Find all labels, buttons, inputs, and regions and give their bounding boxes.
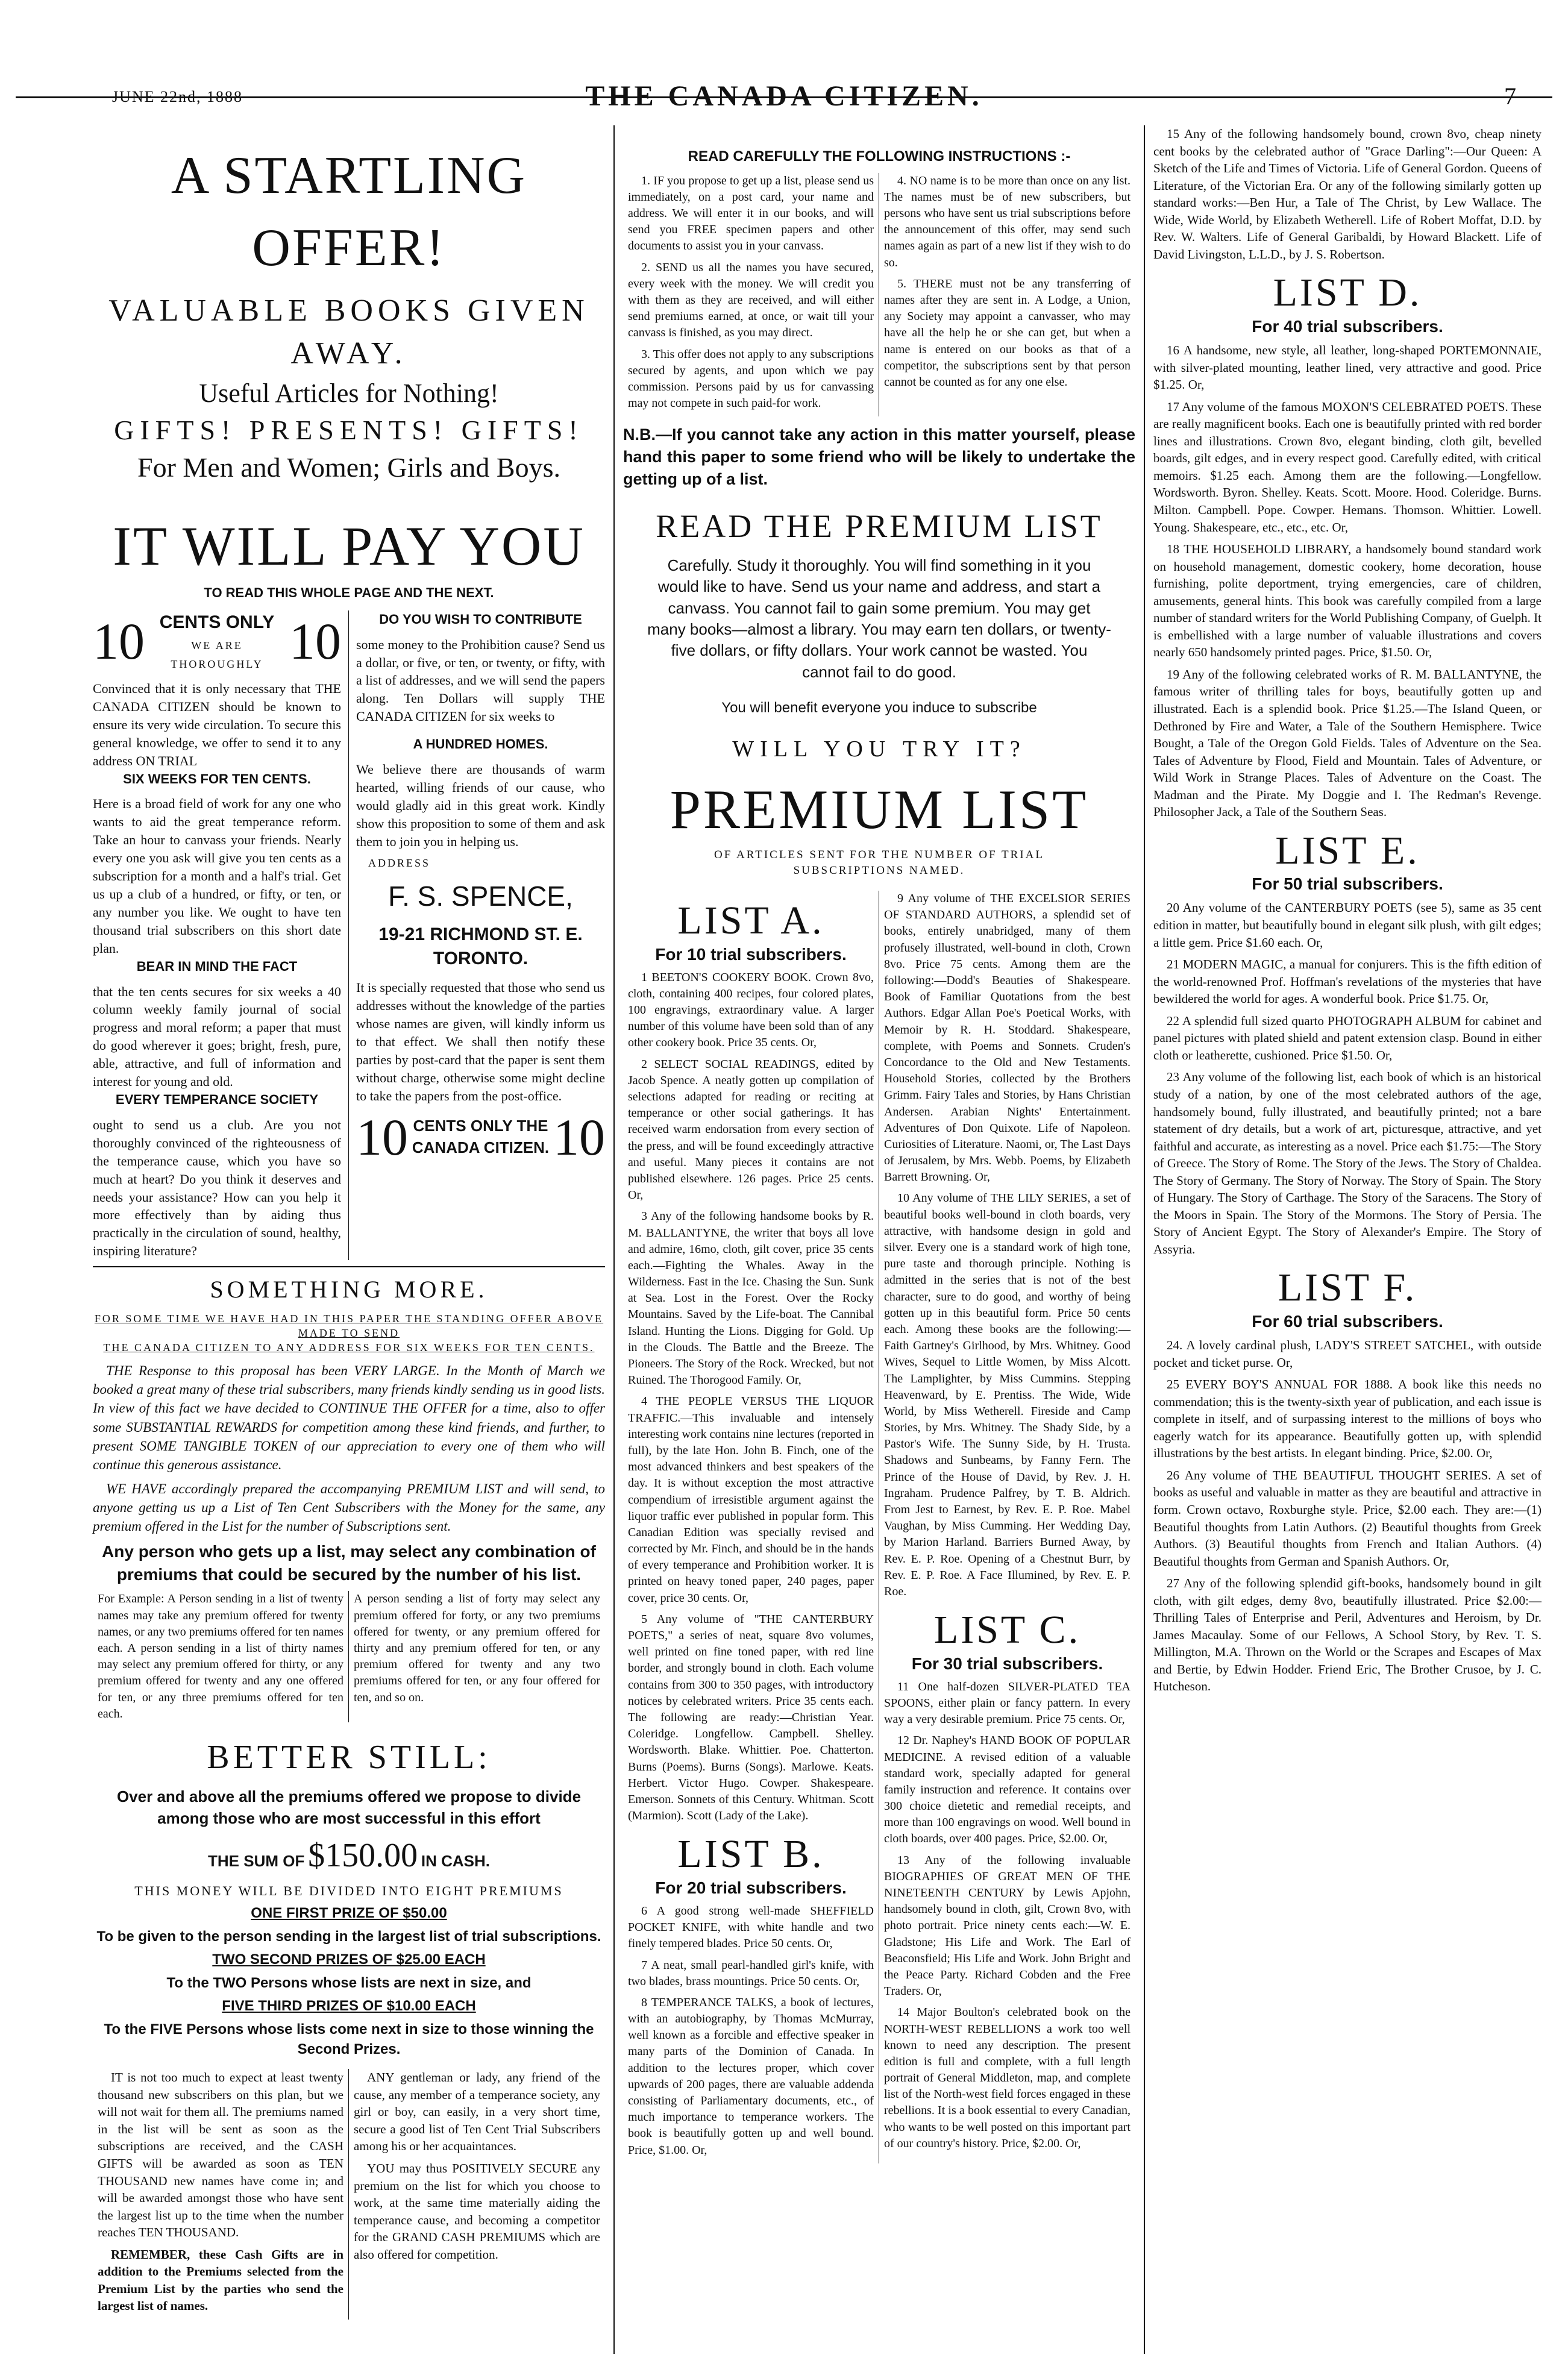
masthead [16,0,1552,112]
premium-item: 17 Any volume of the famous MOXON'S CELEBRATED POETS. These are really magnificent books. Each one is beautifully printed with red border lines and illustrations. Crown 8vo, elegant binding, cloth gilt, bevelled boards, gilt edges, and in every respect good. Carefully edited, with critical memoirs. $1.25 each. Among them are the following.—Longfellow. Wordsworth. Byron. Shelley. Keats. Scott. Moore. Hood. Coleridge. Burns. Milton. Campbell. Pope. Cowper. Hemans. Thomson. Whittier. Lowell. Young. Shakespeare, etc., etc., etc. Or, [1153,399,1541,535]
ten-cents-right [349,610,605,1260]
bear-in-mind-heading: BEAR IN MIND THE FACT [136,958,298,974]
cents-only-label: CENTS ONLY [159,612,275,632]
instruction-2: 2. SEND us all the names you have secured, every week with the money. We will credit you with them as they are received, and will either send premiums earned, at once, or wait till your canvass is finished, as you may direct. [628,260,874,340]
first-prize: ONE FIRST PRIZE OF $50.00 [251,1904,447,1921]
premium-item: 11 One half-dozen SILVER-PLATED TEA SPOONS, either plain or fancy pattern. In every way a very desirable premium. Price 75 cents. Or, [884,1680,1131,1727]
list-a-heading: LIST A. [677,899,824,943]
first-prize-desc: To be given to the person sending in the largest list of trial subscriptions. [96,1928,601,1945]
premium-item: 8 TEMPERANCE TALKS, a book of lectures, with an autobiography, by Thomas McMurray, well known as a forcible and effective speaker in many parts of the Dominion of Canada. In addition to the lectures proper, which cover upwards of 200 pages, there are valuable addenda consisting of Parliamentary documents, etc., of much importance to temperance workers. The book is beautifully gotten up and well bound. Price, $1.00. Or, [628,1995,874,2157]
ten-numeral-right: 10 [289,612,341,671]
spence-address: 19-21 RICHMOND ST. E. TORONTO. [378,924,583,969]
list-c-subhead: For 30 trial subscribers. [911,1654,1103,1673]
hundred-homes-text: We believe there are thousands of warm hearted, willing friends of our cause, who would gladly aid in this great work. Kindly show this proposition to some of them and ask them to join you in helping us. [356,762,605,849]
read-premium-heading: READ THE PREMIUM LIST [656,508,1103,545]
third-prize-desc: To the FIVE Persons whose lists come next in size to those winning the Second Prizes. [104,2021,594,2057]
remember-note: REMEMBER, these Cash Gifts are in addition to the Premiums selected from the Premium List by the parties who send the largest list of names. [98,2247,343,2314]
headline-startling-offer: A STARTLING OFFER! [171,146,527,277]
sum-label: THE SUM OF [208,1851,305,1870]
ten-cents-left [93,610,349,1260]
instruction-3: 3. This offer does not apply to any subscriptions secured by agents, and upon which we pay commission. Persons paid by us for canvassing may not compete in such paid-for work. [628,347,874,410]
premium-item: 10 Any volume of THE LILY SERIES, a set of beautiful books well-bound in cloth boards, very attractive, with handsome design in gold and silver. Every one is a standard work of high tone, pure taste and thorough principle. Nothing is admitted in the series that is not of the best character, sure to do good, and worthy of being gotten up in this beautiful form. Price 50 cents each. Among these books are the following:—Faith Gartney's Girlhood, by Mrs. Whitney. Good Wives, Sequel to Little Women, by Miss Alcott. The Lamplighter, by Miss Cummins. Stepping Heavenward, by E. Prentiss. The Wide, Wide World, by Miss Wetherell. Fireside and Camp Stories, by Mrs. Whitney. The Shady Side, by a Pastor's Wife. The Sunny Side, by H. Trusta. Shadows and Sunbeams, by Fanny Fern. The Prince of the House of David, by Rev. J. H. Ingraham. Prudence Palfrey, by T. B. Aldrich. From Jest to Earnest, by Rev. E. P. Roe. Mabel Vaughan, by Miss Cumming. Her Wedding Day, by Marion Harland. Barriers Burned Away, by Rev. E. P. Roe. Opening of a Chestnut Burr, by Rev. E. P. Roe. A Face Illumined, by Rev. E. P. Roe. [884,1191,1131,1598]
we-have-paragraph: WE HAVE accordingly prepared the accompanying PREMIUM LIST and will send, to anyone getting us up a List of Ten Cent Subscribers with the Money for the same, any premium offered in the List for the number of Subscriptions sent. [93,1481,605,1534]
instructions-left [623,173,879,417]
premium-item: 12 Dr. Naphey's HAND BOOK OF POPULAR MEDICINE. A revised edition of a valuable standard work, specially adapted for general family instruction and reference. It contains over 300 choice dietetic and remedial receipts, and more than 100 engravings on wood. Well bound in cloth boards, over 400 pages. Price, $2.00. Or, [884,1734,1131,1846]
instruction-4: 4. NO name is to be more than once on any list. The names must be of new subscribers, but persons who have sent us trial subscriptions before the announcement of this offer, may send such names again as part of a new list if they wish to do so. [884,174,1131,269]
sum-amount: $150.00 [308,1836,418,1874]
second-prize-desc: To the TWO Persons whose lists are next in size, and [166,1974,532,1991]
list-b-heading: LIST B. [677,1832,824,1877]
premium-item: 2 SELECT SOCIAL READINGS, edited by Jacob Spence. A neatly gotten up compilation of selections adapted for reading or reciting at temperance or other social gatherings. It has received warm endorsation from every section of the press, and will be found exceedingly attractive and useful. Many pieces it contains are not published elsewhere. 126 pages. Price 25 cents. Or, [628,1057,874,1202]
headline-men-women: For Men and Women; Girls and Boys. [137,452,561,483]
instruction-5: 5. THERE must not be any transferring of names after they are sent in. A Lodge, a Union, any Society may appoint a canvasser, who may have all the help he or she can get, but when a name is entered on our books as that of a competitor, the subscriptions sent by that person cannot be counted as for any one else. [884,277,1131,389]
premium-column-right [879,891,1135,2163]
page-number: 7 [1504,83,1516,110]
premium-item: 3 Any of the following handsome books by R. M. BALLANTYNE, the writer that boys all love and admire, 16mo, cloth, gilt cover, price 35 cents each.—Fighting the Whales. Away in the Wilderness. Fast in the Ice. Chasing the Sun. Sunk at Sea. Lost in the Forest. Over the Rocky Mountains. Saved by the Life-boat. The Cannibal Island. Hunting the Lions. Digging for Gold. Up in the Clouds. The Battle and the Breeze. The Pioneers. The Story of the Rock. Wrecked, but not Ruined. The Thorogood Family. Or, [628,1209,874,1387]
request-text: It is specially requested that those who send us addresses without the knowledge of the parties whose names are given, will kindly inform us to that effect. We shall then notify these parties by post-card that the paper is sent them without charge, otherwise some might decline to take the papers from the post-office. [356,980,605,1103]
instruction-1: 1. IF you propose to get up a list, please send us immediately, on a post card, your name and address. We will enter it in our books, and will send you FREE specimen papers and other documents to assist you in your canvass. [628,174,874,253]
contribute-text: some money to the Prohibition cause? Send us a dollar, or five, or ten, or twenty, or fifty, with a list of addresses, and we will send the papers along. Ten Dollars will supply THE CANADA CITIZEN for six weeks to [356,636,605,724]
example-right: A person sending a list of forty may select any premium offered for forty, or any two premiums offered for twenty, or any premium offered for thirty and any premium offered for ten, or any premium offered for twenty and any two premiums offered for ten, or any four offered for ten, and so on. [354,1592,600,1704]
newspaper-title: THE CANADA CITIZEN. [585,80,983,112]
instructions-right [879,173,1135,417]
list-e-heading: LIST E. [1275,828,1420,873]
premium-item: 4 THE PEOPLE VERSUS THE LIQUOR TRAFFIC.—This invaluable and intensely interesting work contains nine lectures (reported in full), by the late Hon. John B. Finch, one of the most advanced thinkers and best speakers of the day. It is without exception the most attractive compendium of irresistible argument against the liquor traffic ever published in popular form. This Canadian Edition was specially revised and corrected by Mr. Finch, and should be in the hands of every temperance and Prohibition worker. It is printed on heavy toned paper, 240 pages, paper cover, price 30 cents. Or, [628,1394,874,1605]
sum-line [93,1833,605,1878]
issue-date: JUNE 22nd, 1888 [112,88,243,105]
cash-gifts-note: IT is not too much to expect at least twenty thousand new subscribers on this plan, but we will not wait for them all. The premiums named in the list will be sent as soon as the subscriptions are received, and the CASH GIFTS will be awarded as soon as TEN THOUSAND new names have come in; and will be awarded amongst those who have sent the largest list up to the time when the number reaches TEN THOUSAND. [98,2070,343,2240]
list-a-subhead: For 10 trial subscribers. [655,944,847,964]
premium-columns [623,891,1135,2163]
will-you-try-heading: WILL YOU TRY IT? [732,736,1026,762]
examples [93,1591,605,1722]
ten-numeral-left: 10 [93,612,145,671]
any-gentleman-note: ANY gentleman or lady, any friend of the cause, any member of a temperance society, any girl or boy, can easily, in a very short time, secure a good list of Ten Cent Trial Subscribers among his or her acquaintances. [354,2070,600,2154]
instructions-heading: READ CAREFULLY THE FOLLOWING INSTRUCTIONS :- [688,148,1071,165]
over-above-text: Over and above all the premiums offered we propose to divide among those who are most successful in this effort [116,1787,582,1827]
hundred-homes-heading: A HUNDRED HOMES. [413,736,548,752]
premium-list-subhead: OF ARTICLES SENT FOR THE NUMBER OF TRIAL SUBSCRIPTIONS NAMED. [713,849,1044,877]
ten-numeral-footer-left: 10 [356,1108,408,1166]
ten-cents-section [93,610,605,1260]
premium-item: 21 MODERN MAGIC, a manual for conjurers. This is the fifth edition of the world-renowned Prof. Hoffman's revelations of the mysteries that have bewildered the world for ages. A wonderful book. Price $1.75. Or, [1153,957,1541,1006]
list-f-heading: LIST F. [1278,1266,1417,1310]
better-still-heading: BETTER STILL: [207,1738,491,1776]
nb-notice: N.B.—If you cannot take any action in this matter yourself, please hand this paper to some friend who will be likely to undertake the getting up of a list. [623,425,1135,488]
you-may-note: YOU may thus POSITIVELY SECURE any premium on the list for which you choose to work, at the same time materially aiding the temperance cause, and becoming a competitor for the GRAND CASH PREMIUMS which are also offered for competition. [354,2161,600,2262]
contribute-heading: DO YOU WISH TO CONTRIBUTE [379,611,582,627]
list-d-subhead: For 40 trial subscribers. [1252,316,1443,336]
example-left: For Example: A Person sending in a list of twenty names may take any premium offered for twenty names, or any two premiums offered for ten names each. A person sending in a list of thirty names may select any premium offered for thirty, or any premium offered for twenty and any one offered for ten, or any three premiums offered for ten each. [93,1591,349,1722]
headline-it-will-pay: IT WILL PAY YOU [113,515,585,577]
list-e-subhead: For 50 trial subscribers. [1252,874,1443,894]
premium-item: 22 A splendid full sized quarto PHOTOGRAPH ALBUM for cabinet and panel pictures with plated shield and patent extension clasp. Bound in either cloth or leatherette, cushioned. Price $1.50. Or, [1153,1013,1541,1062]
premium-item: 14 Major Boulton's celebrated book on the NORTH-WEST REBELLIONS a work too well known to need any description. The present edition is full and complete, with a full length portrait of General Middleton, map, and complete list of the North-west field forces engaged in these rebellions. It is a book essential to every Canadian, who wants to be well posted on this important part of our country's history. Price, $2.00. Or, [884,2006,1131,2150]
six-weeks-text: Here is a broad field of work for any one who wants to aid the great temperance reform. Take an hour to canvass your friends. Nearly every one you ask will give you ten cents as a subscription for a month and a half's trial. Get us up a club of a hundred, or fifty, or ten, or any number you like. We ought to have ten thousand trial subscribers on this short date plan. [93,796,341,956]
premium-item: 15 Any of the following handsomely bound, crown 8vo, cheap ninety cent books by the celebrated author of "Grace Darling":—Our Queen: A Sketch of the Life and Times of Victoria. Life of General Gordon. Queens of Literature, of the Victorian Era. Or any of the following similarly gotten up standard works:—Ben Hur, a Tale of The Christ, by Lew Wallace. The Wide, Wide World, by Elizabeth Wetherell. Life of Robert Moffat, D.D. by Rev. W. Walters. Life of General Garibaldi, by Howard Blackett. Life of David Livingston, L.L.D., by J. S. Robertson. [1153,127,1541,262]
we-are-label: WE ARE THOROUGHLY [171,639,263,670]
ten-numeral-footer-right: 10 [553,1108,605,1166]
ten-cents-banner [93,610,341,673]
bear-in-mind-text: that the ten cents secures for six weeks a 40 column weekly family journal of social progress and moral reform; a paper that must do good wherever it goes; bright, fresh, pure, able, attractive, and full of information and interest for young and old. [93,984,341,1090]
premium-item: 7 A neat, small pearl-handled girl's knife, with two blades, brass mountings. Price 50 cents. Or, [628,1958,874,1988]
six-weeks-heading: SIX WEEKS FOR TEN CENTS. [123,771,311,786]
any-person-notice: Any person who gets up a list, may select any combination of premiums that could be secured by the number of his list. [102,1542,596,1584]
spence-name: F. S. SPENCE, [388,880,573,912]
premium-list-heading: PREMIUM LIST [670,779,1089,841]
premium-item: 16 A handsome, new style, all leather, long-shaped PORTEMONNAIE, with silver-plated mounting, leather lined, very attractive and good. Price $1.25. Or, [1153,343,1541,392]
list-d-heading: LIST D. [1273,271,1422,315]
divided-text: THIS MONEY WILL BE DIVIDED INTO EIGHT PREMIUMS [134,1883,563,1899]
column-premium-continued [1145,125,1550,2354]
list-b-subhead: For 20 trial subscribers. [655,1878,847,1897]
third-prize: FIVE THIRD PRIZES OF $10.00 EACH [222,1998,476,2015]
premium-item: 18 THE HOUSEHOLD LIBRARY, a handsomely bound standard work on household management, domestic cookery, home decoration, house furnishing, polite deportment, trying emergencies, care of children, amusements, general hints. This book was carefully compiled from a large number of standard writers for the World Publishing Company, of Guelph. It is embellished with a large number of valuable illustrations and covers nearly 650 handsomely printed pages. Price, $1.50. Or, [1153,542,1541,660]
second-prize: TWO SECOND PRIZES OF $25.00 EACH [212,1951,486,1968]
something-more-line2: THE CANADA CITIZEN TO ANY ADDRESS FOR SIX WEEKS FOR TEN CENTS. [103,1341,595,1354]
benefit-text: You will benefit everyone you induce to subscribe [721,700,1037,716]
premium-item: 1 BEETON'S COOKERY BOOK. Crown 8vo, cloth, containing 400 recipes, four colored plates, 100 engravings, extraordinary value. A larger number of this volume have been sold than of any other cookery book. Price 35 cents. Or, [628,970,874,1050]
temperance-society-heading: EVERY TEMPERANCE SOCIETY [115,1091,319,1107]
columns [84,125,1550,2354]
premium-item: 19 Any of the following celebrated works of R. M. BALLANTYNE, the famous writer of thrilling tales for boys, beautifully gotten up and illustrated. Each is a splendid book. Price $1.25.—The Island Queen, or Dethroned by Fire and Water, a Tale of the Southern Hemisphere. Twice Bought, a Tale of the Oregon Gold Fields. Tales of Adventure on the Sea. Tales of Adventure by Flood, Field and Mountain. Tales of Adventure, or Wild Work in Strange Places. Tales of Adventure on the Coast. The Madman and the Pirate. My Doggie and I. The Redman's Revenge. Philosopher Jack, a Tale of the Southern Seas. [1153,667,1541,820]
column-offer [84,125,615,2354]
headline-useful-articles: Useful Articles for Nothing! [199,378,499,408]
convinced-text: Convinced that it is only necessary that THE CANADA CITIZEN should be known to ensure its very wide circulation. To secure this general knowledge, we offer to send it to any address ON TRIAL [93,681,341,768]
response-paragraph: THE Response to this proposal has been VERY LARGE. In the Month of March we booked a great many of these trial subscribers, many friends kindly sending us in good lists. In view of this fact we have decided to CONTINUE THE OFFER for a time, also to offer some SUBSTANTIAL REWARDS for competition among these kind friends, and further, to present SOME TANGIBLE TOKEN of our appreciation to every one of them who will continue this generous assistance. [93,1363,605,1473]
premium-item: 26 Any volume of THE BEAUTIFUL THOUGHT SERIES. A set of books as useful and valuable in matter as they are beautiful and attractive in form. Crown octavo, Roxburghe style. Price, $2.00 each. They are:—(1) Beautiful thoughts from Latin Authors. (2) Beautiful thoughts from Greek Authors. (3) Beautiful thoughts from French and Italian Authors. (4) Beautiful thoughts from German and Spanish Authors. Or, [1153,1467,1541,1569]
list-f-subhead: For 60 trial subscribers. [1252,1312,1443,1331]
closing-right [349,2069,605,2320]
divider [93,1266,605,1267]
instructions [623,173,1135,417]
premium-item: 24. A lovely cardinal plush, LADY'S STREET SATCHEL, with outside pocket and ticket purse. Or, [1153,1338,1541,1370]
read-premium-text: Carefully. Study it thoroughly. You will find something in it you would like to have. Send us your name and address, and start a canvass. You cannot fail to gain some premium. You may get many books—almost a library. You may earn ten dollars, or twenty-five dollars, or fifty dollars. Your work cannot be wasted. You cannot fail to do good. [647,556,1111,681]
headline-valuable-books: VALUABLE BOOKS GIVEN AWAY. [108,293,589,371]
column-premium-list [615,125,1145,2354]
closing-left [93,2069,349,2320]
something-more-line1: FOR SOME TIME WE HAVE HAD IN THIS PAPER THE STANDING OFFER ABOVE MADE TO SEND [94,1312,604,1339]
something-more-heading: SOMETHING MORE. [210,1276,488,1304]
temperance-society-text: ought to send us a club. Are you not thoroughly convinced of the righteousness of the temperance cause, which you have so much at heart? Do you think it deserves and needs your assistance? How can you help it more effectively than by aiding thus practically in the circulation of sound, healthy, inspiring literature? [93,1117,341,1259]
premium-item: 13 Any of the following invaluable BIOGRAPHIES OF GREAT MEN OF THE NINETEENTH CENTURY by Lewis Apjohn, handsomely bound in cloth, gilt, Crown 8vo, with photo portrait. Price ninety cents each:—W. E. Gladstone; His Life and Work. The Earl of Beaconsfield; His Life and Work. John Bright and the Peace Party. Richard Cobden and the Free Traders. Or, [884,1853,1131,1998]
premium-item: 27 Any of the following splendid gift-books, handsomely bound in gilt cloth, with gilt edges, demy 8vo, beautifully illustrated. Price $2.00:—Thrilling Tales of Enterprise and Peril, Adventures and Heroism, by Dr. James Macaulay. Some of our Fellows, A School Story, by Rev. T. S. Millington, M.A. Thrown on the World or the Scrapes and Escapes of Max and Bertie, by Edwin Hodder. Friend Eric, The Brother Crusoe, by J. C. Hutcheson. [1153,1576,1541,1694]
premium-item: 23 Any volume of the following list, each book of which is an historical study of a nation, by one of the most celebrated authors of the age, handsomely bound, fully illustrated, and beautifully printed; not a bare statement of dry details, but a work of art, picturesque, attractive, and yet faithful and accurate, as interesting as a novel. Price each $1.75:—The Story of Greece. The Story of Rome. The Story of the Jews. The Story of Chaldea. The Story of Germany. The Story of Norway. The Story of Spain. The Story of Hungary. The Story of Carthage. The Story of the Saracens. The Story of the Moors in Spain. The Story of the Mormons. The Story of Persia. The Story of Ancient Egypt. The Story of Alexander's Empire. The Story of Assyria. [1153,1070,1541,1256]
closing-notes [93,2069,605,2320]
subhead-read-page: TO READ THIS WHOLE PAGE AND THE NEXT. [204,585,494,600]
premium-column-left [623,891,879,2163]
sum-cash: IN CASH. [421,1851,490,1870]
list-c-heading: LIST C. [933,1608,1081,1652]
premium-item: 5 Any volume of "THE CANTERBURY POETS," a series of neat, square 8vo volumes, well printed on fine toned paper, with red line border, and strongly bound in cloth. Each volume contains from 300 to 350 pages, with introductory notices by celebrated writers. Price 35 cents each. The following are ready:—Christian Year. Coleridge. Longfellow. Campbell. Shelley. Wordsworth. Blake. Whittier. Poe. Chatterton. Burns (Poems). Burns (Songs). Marlowe. Keats. Herbert. Victor Hugo. Cowper. Shakespeare. Emerson. Sonnets of this Century. Whitman. Scott (Marmion). Scott (Lady of the Lake). [628,1612,874,1823]
headline-gifts: GIFTS! PRESENTS! GIFTS! [114,414,584,445]
premium-item: 9 Any volume of THE EXCELSIOR SERIES OF STANDARD AUTHORS, a splendid set of books, entirely unabridged, many of them profusely illustrated, well-bound in cloth, Crown 8vo. Price 75 cents. Among them are the following:—Dodd's Beauties of Shakespeare. Book of Familiar Quotations from the best Authors. Edgar Allan Poe's Poetical Works, with Memoir by R. H. Stoddard. Shakespeare, complete, with Poems and Sonnets. Cruden's Concordance to the Old and New Testaments. Household Stories, collected by the Brothers Grimm. Fairy Tales and Stories, by Hans Christian Andersen. Arabian Nights' Entertainment. Adventures of Don Quixote. Life of Napoleon. Curiosities of Literature. Naomi, or, The Last Days of Jerusalem, by Mrs. Webb. Poems, by Elizabeth Barrett Browning. Or, [884,892,1131,1184]
premium-item: 25 EVERY BOY'S ANNUAL FOR 1888. A book like this needs no commendation; this is the twenty-sixth year of publication, and each issue is complete in itself, and of surpassing interest to the millions of boys who eagerly watch for its appearance. Beautifully gotten up, with splendid illustrations by the best artists. In elegant binding. Price, $2.00. Or, [1153,1377,1541,1461]
cents-citizen-label: CENTS ONLY THE CANADA CITIZEN. [412,1117,550,1156]
premium-item: 6 A good strong well-made SHEFFIELD POCKET KNIFE, with white handle and two finely tempered blades. Price 50 cents. Or, [628,1904,874,1951]
ten-cents-footer-banner [356,1108,605,1166]
address-label: ADDRESS [368,856,431,869]
premium-item: 20 Any volume of the CANTERBURY POETS (see 5), same as 35 cent edition in matter, but beautifully bound in elegant silk plush, with gilt edges; a little gem. Price $1.60 each. Or, [1153,900,1541,950]
